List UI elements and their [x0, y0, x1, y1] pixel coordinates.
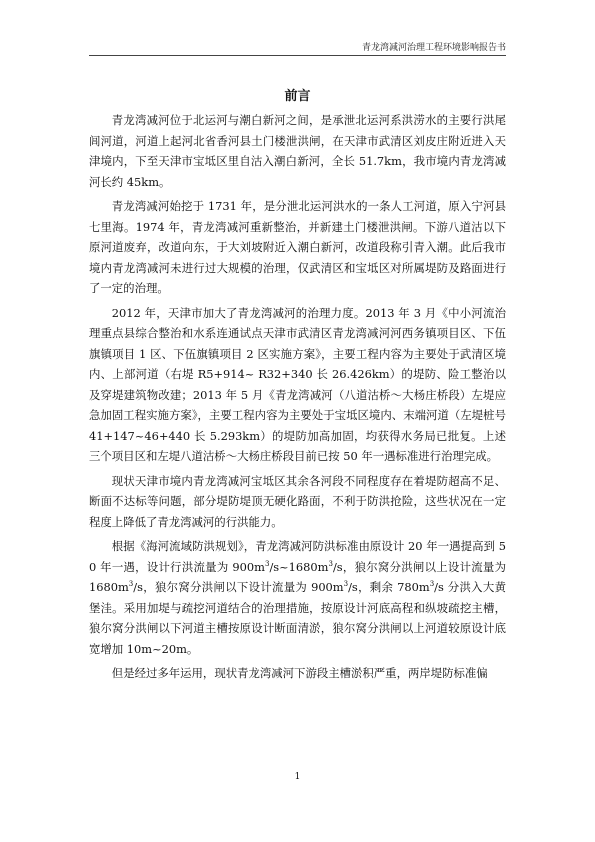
paragraph-6: 但是经过多年运用，现状青龙湾减河下游段主槽淤积严重，两岸堤防标准偏: [111, 666, 488, 680]
paragraph-4: 现状天津市境内青龙湾减河宝坻区其余各河段不同程度存在着堤防超高不足、断面不达标等问题，部分堤防堤顶无硬化路面，不利于防洪抢险，这些状况在一定程度上降低了青龙湾减河的行洪能力。: [89, 473, 506, 529]
paragraph-2: 青龙湾减河始挖于 1731 年，是分泄北运河洪水的一条人工河道，原入宁河县七里海。1974 年，青龙湾减河重新整治，并新建土门楼泄洪闸。下游八道沽以下原河道废弃，改道向东，于大刘坡附近入潮白新河，改道段称引青入潮。此后我市境内青龙湾减河未进行过大规模的治理，仅武清区和宝坻区对所属堤防及路面进行了一定的治理。: [89, 199, 506, 295]
paragraph-3: 2012 年，天津市加大了青龙湾减河的治理力度。2013 年 3 月《中小河流治理重点县综合整治和水系连通试点天津市武清区青龙湾减河河西务镇项目区、下伍旗镇项目 1 区、下伍旗镇项目 2 区实施方案》，主要工程内容为主要处于武清区境内、上部河道（右堤 R5+914~ R32+340 长 26.426km）的堤防、险工整治以及穿堤建筑物改建；2013 年 5 月《青龙湾减河（八道沽桥～大杨庄桥段）左堤应急加固工程实施方案》，主要工程内容为主要处于宝坻区境内、末端河道（左堤桩号 41+147~46+440 长 5.293km）的堤防加高加固，均获得水务局已批复。上述三个项目区和左堤八道沽桥～大杨庄桥段目前已按 50 年一遇标准进行治理完成。: [89, 305, 506, 463]
paragraph-1: 青龙湾减河位于北运河与潮白新河之间，是承泄北运河系洪涝水的主要行洪尾闾河道，河道上起河北省香河县土门楼泄洪闸，在天津市武清区刘皮庄附近进入天津境内，下至天津市宝坻区里自沽入潮白新河，全长 51.7km，我市境内青龙湾减河长约 45km。: [89, 113, 506, 189]
page-body: [89, 88, 506, 688]
section-title: 前言: [284, 89, 311, 104]
header-rule: [89, 55, 506, 56]
paragraph-5: 根据《海河流域防洪规划》，青龙湾减河防洪标准由原设计 20 年一遇提高到 50 年一遇，设计行洪流量为 $900m^3/s\sim 1680m^3/s$，狼尔窝分洪闸以上设计流量为 $1680m^3/s$，狼尔窝分洪闸以下设计流量为 $900m^3/s$，剩余 $780m^3/s$ 分洪入大黄堡洼。采用加堤与疏挖河道结合的治理措施，按原设计河底高程和纵坡疏挖主槽，狼尔窝分洪闸以下河道主槽按原设计断面清淤，狼尔窝分洪闸以上河道较原设计底宽增加 10m~20m。: [89, 539, 506, 656]
running-header: 青龙湾减河治理工程环境影响报告书: [361, 43, 506, 53]
page-number: 1: [294, 772, 301, 782]
